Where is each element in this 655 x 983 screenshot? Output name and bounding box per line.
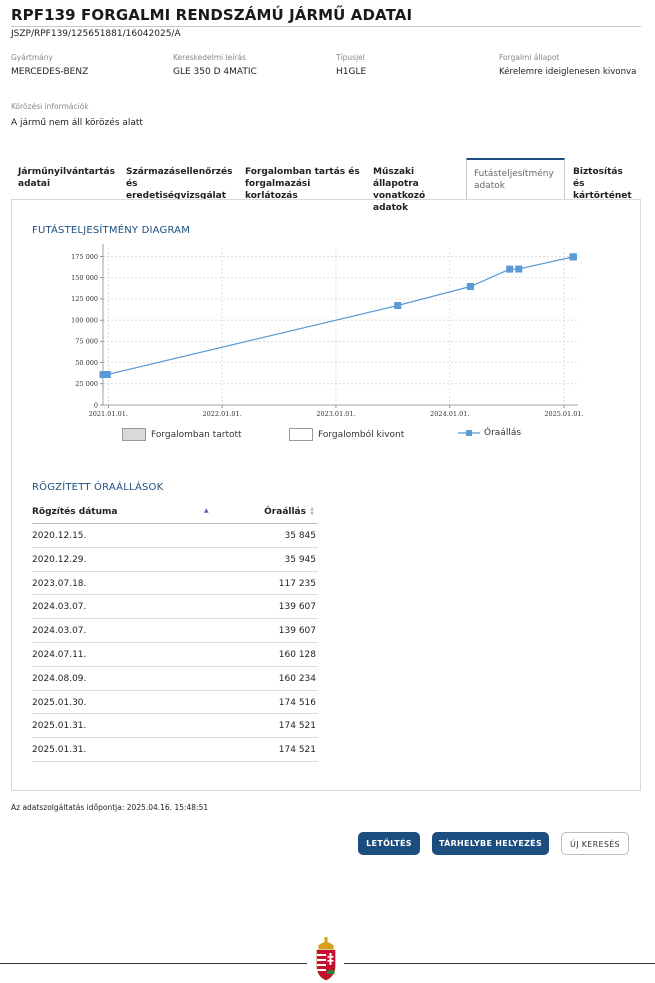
page-title: RPF139 FORGALMI RENDSZÁMÚ JÁRMŰ ADATAI [11,6,641,27]
status-value: Kérelemre ideiglenesen kivonva [499,67,637,77]
tab-label: vonatkozó adatok [373,191,426,213]
x-tick-label: 2025.01.01. [544,410,584,418]
y-tick-label: 75 000 [75,337,98,346]
legend-label: Forgalomban tartott [151,429,242,440]
row-date: 2024.07.11. [32,649,87,660]
store-button[interactable]: TÁRHELYBE HELYEZÉS [432,832,549,855]
row-mileage: 174 521 [278,745,316,756]
row-mileage: 117 235 [278,578,316,589]
row-date: 2023.07.18. [32,578,87,589]
tab-label: és eredetiségvizsgálat [126,179,227,201]
y-tick-label: 100 000 [71,316,98,325]
tab-label: Forgalomban tartás és [245,167,360,177]
data-point [467,283,474,290]
coat-of-arms-icon [313,936,339,982]
row-date: 2020.12.15. [32,531,87,541]
odometer-table [32,503,318,762]
footer-divider-left [0,963,307,964]
tab-label: adatok [474,181,505,191]
table-section-title: RÖGZÍTETT ÓRAÁLLÁSOK [32,482,164,493]
row-date: 2024.08.09. [32,673,87,684]
table-row [32,691,318,715]
x-tick-label: 2021.01.01. [88,410,128,418]
legend-label: Óraállás [484,428,522,438]
tab-label: Származásellenőrzés [126,167,233,177]
data-point [570,253,577,260]
table-row [32,572,318,596]
series-line [103,257,573,375]
y-tick-label: 175 000 [71,252,98,261]
data-point [394,302,401,309]
row-mileage: 35 945 [284,554,316,565]
sort-ascending-icon[interactable]: ▲ [204,507,209,514]
legend-line-marker-icon [458,428,480,438]
legend-in-circulation [122,428,242,441]
download-button[interactable]: LETÖLTÉS [358,832,420,855]
chart-series [100,253,577,378]
manufacturer-label: Gyártmány [11,53,53,62]
table-row [32,738,318,762]
table-row [32,643,318,667]
legend-odometer [458,428,521,438]
type-value: H1GLE [336,67,367,77]
row-mileage: 139 607 [278,602,316,613]
trade-name-label: Kereskedelmi leírás [173,53,246,62]
row-mileage: 139 607 [278,626,316,637]
type-label: Típusjel [336,53,365,62]
x-tick-label: 2023.01.01. [316,410,356,418]
tab-label: forgalmazási korlátozás [245,179,311,201]
table-row [32,619,318,643]
status-label: Forgalmi állapot [499,53,560,62]
row-date: 2024.03.07. [32,626,87,637]
tab-label: Biztosítás és [573,167,623,189]
table-row [32,667,318,691]
table-row [32,714,318,738]
new-search-button[interactable]: ÚJ KERESÉS [561,832,629,855]
tab-label: Járműnyilvántartás [18,167,115,177]
row-mileage: 174 521 [278,721,316,732]
data-point [506,266,513,273]
data-point [104,371,111,378]
table-header-row [32,503,318,524]
sort-both-icon[interactable]: ▲ ▼ [310,506,314,517]
chart-section-title: FUTÁSTELJESÍTMÉNY DIAGRAM [32,225,191,236]
legend-withdrawn [289,428,404,441]
trade-name-value: GLE 350 D 4MATIC [173,67,257,77]
chart-y-ticks [71,253,98,410]
tab-label: Futásteljesítmény [474,169,554,179]
manufacturer-value: MERCEDES-BENZ [11,67,89,77]
legend-empty-box-icon [289,428,313,441]
y-tick-label: 125 000 [71,295,98,304]
table-row [32,595,318,619]
legend-filled-box-icon [122,428,146,441]
data-timestamp: Az adatszolgáltatás időpontja: 2025.04.16. 15:48:51 [11,803,209,812]
data-point [515,266,522,273]
table-body [32,524,318,762]
tab-label: adatai [18,179,51,189]
wanted-value: A jármű nem áll körözés alatt [11,118,143,128]
footer-divider-right [344,963,655,964]
y-tick-label: 0 [93,401,98,410]
row-date: 2025.01.31. [32,721,87,732]
header-mileage[interactable]: Óraállás [264,507,306,517]
row-mileage: 174 516 [278,697,316,708]
row-mileage: 160 128 [278,649,316,660]
row-date: 2020.12.29. [32,554,87,565]
row-mileage: 35 845 [284,531,316,541]
x-tick-label: 2022.01.01. [202,410,242,418]
y-tick-label: 25 000 [75,380,98,389]
table-row [32,548,318,572]
tab-label: Műszaki állapotra [373,167,419,189]
legend-label: Forgalomból kivont [318,429,405,440]
tab-label: kártörténet [573,191,632,201]
chart-x-ticks [89,410,584,418]
row-mileage: 160 234 [278,673,316,684]
row-date: 2024.03.07. [32,602,87,613]
x-tick-label: 2024.01.01. [430,410,470,418]
y-tick-label: 50 000 [75,358,98,367]
y-tick-label: 150 000 [71,274,98,283]
wanted-label: Körözési információk [11,102,89,111]
row-date: 2025.01.30. [32,697,87,708]
page-subtitle: JSZP/RPF139/125651881/16042025/A [11,29,181,39]
row-date: 2025.01.31. [32,745,87,756]
table-row [32,524,318,548]
header-date[interactable]: Rögzítés dátuma [32,507,118,517]
